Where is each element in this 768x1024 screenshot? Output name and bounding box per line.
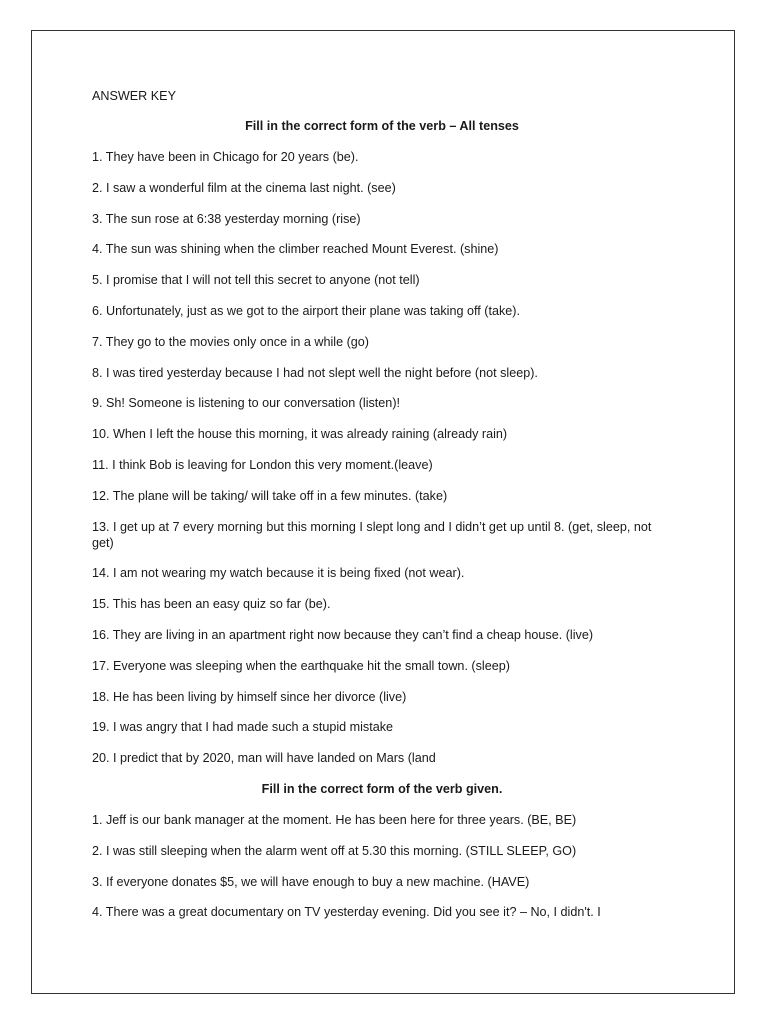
- section-2-list: [92, 812, 672, 920]
- list-item: 12. The plane will be taking/ will take off in a few minutes. (take): [92, 488, 448, 503]
- list-item: 16. They are living in an apartment right now because they can’t find a cheap house. (live): [92, 627, 594, 642]
- document-body: [92, 88, 672, 935]
- list-item: 18. He has been living by himself since her divorce (live): [92, 689, 407, 704]
- list-item: 1. They have been in Chicago for 20 years (be).: [92, 150, 359, 164]
- list-item: 7. They go to the movies only once in a while (go): [92, 334, 369, 349]
- list-item: 10. When I left the house this morning, it was already raining (already rain): [92, 427, 508, 442]
- list-item: 20. I predict that by 2020, man will have landed on Mars (land: [92, 751, 436, 766]
- list-item: 5. I promise that I will not tell this secret to anyone (not tell): [92, 273, 420, 288]
- list-item: 15. This has been an easy quiz so far (be).: [92, 597, 331, 612]
- list-item: 3. The sun rose at 6:38 yesterday morning (rise): [92, 211, 361, 226]
- list-item: 17. Everyone was sleeping when the earthquake hit the small town. (sleep): [92, 658, 510, 673]
- list-item: 1. Jeff is our bank manager at the moment. He has been here for three years. (BE, BE): [92, 812, 577, 827]
- list-item: 19. I was angry that I had made such a stupid mistake: [92, 720, 394, 735]
- list-item: 8. I was tired yesterday because I had not slept well the night before (not sleep).: [92, 365, 538, 380]
- list-item: 14. I am not wearing my watch because it is being fixed (not wear).: [92, 566, 465, 581]
- list-item: 3. If everyone donates $5, we will have enough to buy a new machine. (HAVE): [92, 874, 530, 889]
- list-item: 11. I think Bob is leaving for London this very moment.(leave): [92, 457, 433, 472]
- section-2-title: Fill in the correct form of the verb given.: [261, 781, 503, 796]
- answer-key-heading: ANSWER KEY: [92, 89, 176, 103]
- list-item: 2. I saw a wonderful film at the cinema last night. (see): [92, 180, 396, 195]
- list-item: 2. I was still sleeping when the alarm went off at 5.30 this morning. (STILL SLEEP, GO): [92, 843, 577, 858]
- list-item: 4. The sun was shining when the climber reached Mount Everest. (shine): [92, 242, 499, 257]
- section-1-title: Fill in the correct form of the verb – All tenses: [245, 119, 519, 133]
- section-1-list: [92, 149, 672, 766]
- list-item: 13. I get up at 7 every morning but this morning I slept long and I didn’t get up until 8. (get, sleep, not get): [92, 519, 652, 550]
- list-item: 9. Sh! Someone is listening to our conversation (listen)!: [92, 396, 401, 411]
- list-item: 4. There was a great documentary on TV yesterday evening. Did you see it? – No, I didn't. I: [92, 905, 601, 920]
- list-item: 6. Unfortunately, just as we got to the airport their plane was taking off (take).: [92, 303, 520, 318]
